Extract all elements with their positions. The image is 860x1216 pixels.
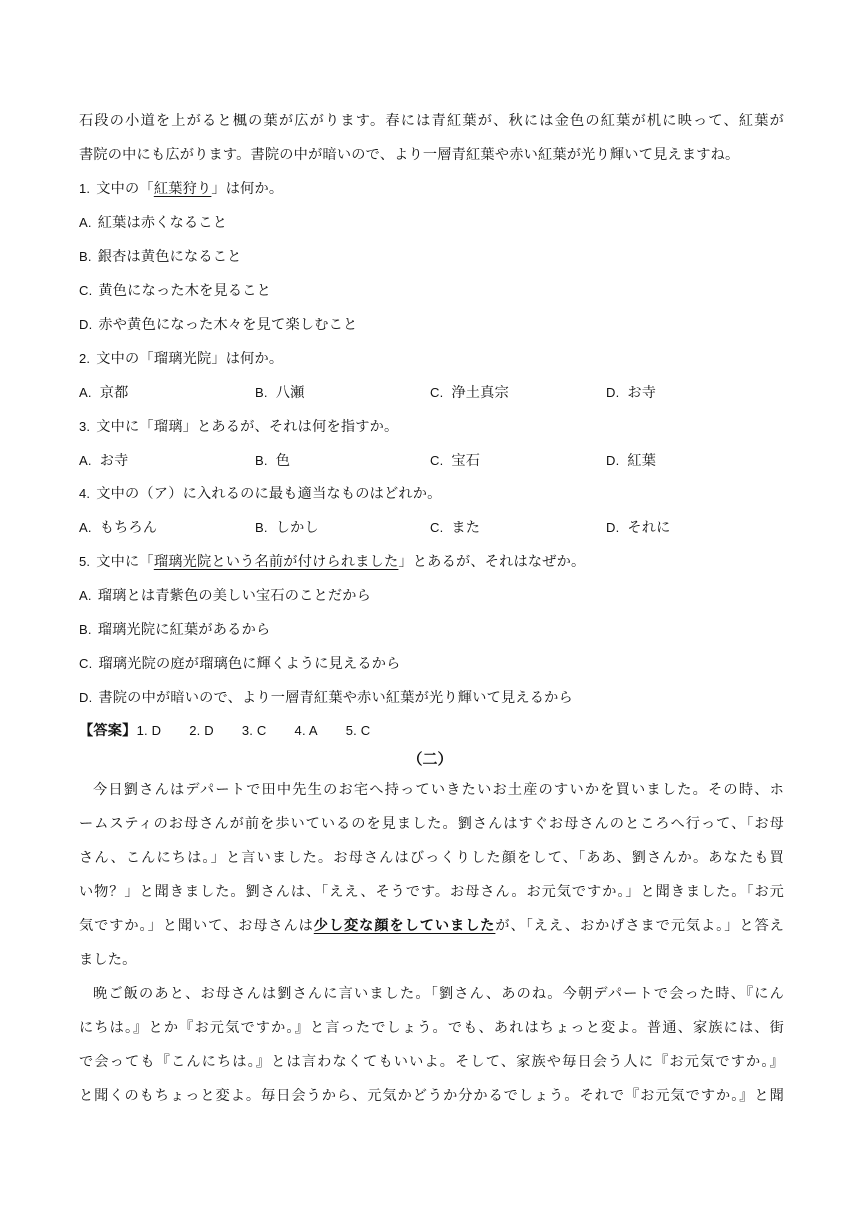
paragraph-line: ました。 [79, 952, 137, 968]
question-3 [79, 418, 784, 436]
answer-item: 3. C [241, 723, 267, 738]
answer-item: 4. A [294, 723, 318, 738]
passage-line: 石段の小道を上がると楓の葉が広がります。春には青紅葉が、秋には金色の紅葉が机に映って、紅葉が [79, 113, 784, 129]
option-a: A. もちろん [79, 520, 158, 536]
passage-line: 書院の中にも広がります。書院の中が暗いので、より一層青紅葉や赤い紅葉が光り輝いて見えますね。 [79, 147, 740, 163]
section-title: （二） [407, 750, 453, 768]
option-text: 黄色になった木を見ること [98, 283, 272, 299]
option-text: 赤や黄色になった木々を見て楽しむこと [98, 317, 358, 333]
option-text: 紅葉は赤くなること [97, 215, 228, 231]
answer-item: 5. C [345, 723, 371, 738]
question-text: 」とあるが、それはなぜか。 [398, 554, 586, 570]
question-text: 文中の「瑠璃光院」は何か。 [96, 351, 284, 367]
option-text: 瑠璃とは青紫色の美しい宝石のことだから [97, 588, 372, 604]
question-4 [79, 485, 784, 503]
paragraph-line: 今日劉さんはデパートで田中先生のお宅へ持っていきたいお土産のすいかを買いました。その時、ホ [93, 782, 784, 798]
option-text: 銀杏は黄色になること [97, 249, 242, 265]
question-number: 2. [79, 351, 91, 366]
option-label: D. [79, 317, 93, 332]
question-text: 文中に「 [96, 554, 154, 570]
option-a: A. 京都 [79, 385, 129, 401]
question-text: 」は何か。 [211, 181, 284, 197]
answer-label: 【答案】 [79, 723, 137, 739]
option-d: D. それに [606, 520, 671, 536]
option-text: 瑠璃光院の庭が瑠璃色に輝くように見えるから [98, 656, 401, 672]
paragraph-line: にちは。』とか『お元気ですか。』と言ったでしょう。でも、あれはちょっと変よ。普通、家族には、街 [79, 1020, 784, 1036]
option-b: B. 色 [255, 453, 291, 469]
option-c: C. 浄土真宗 [430, 385, 509, 401]
option-row [79, 282, 784, 300]
option-label: D. [79, 690, 93, 705]
paragraph-line: と聞くのもちょっと変よ。毎日会うから、元気かどうか分かるでしょう。それで『お元気ですか。』と聞 [79, 1088, 784, 1104]
option-label: A. [79, 588, 92, 603]
option-label: B. [79, 249, 92, 264]
answer-key [79, 722, 784, 740]
question-number: 4. [79, 486, 91, 501]
option-row [79, 655, 784, 673]
option-d: D. 紅葉 [606, 453, 657, 469]
question-5 [79, 553, 784, 571]
underlined-term: 瑠璃光院という名前が付けられました [153, 554, 399, 570]
option-text: 瑠璃光院に紅葉があるから [97, 622, 271, 638]
question-text: 文中に「瑠璃」とあるが、それは何を指すか。 [96, 419, 399, 435]
option-row [79, 214, 784, 232]
option-c: C. また [430, 520, 481, 536]
answer-item: 2. D [189, 723, 214, 738]
paragraph-line: 晩ご飯のあと、お母さんは劉さんに言いました。「劉さん、あのね。今朝デパートで会った時、『にん [93, 986, 784, 1002]
option-text: 書院の中が暗いので、より一層青紅葉や赤い紅葉が光り輝いて見えるから [98, 690, 573, 706]
question-number: 1. [79, 181, 91, 196]
option-b: B. しかし [255, 520, 319, 536]
paragraph-line: で会っても『こんにちは。』とは言わなくてもいいよ。そして、家族や毎日会う人に『お元気ですか。』 [79, 1054, 784, 1070]
paragraph-line: さん、こんにちは。」と言いました。お母さんはびっくりした顔をして、「ああ、劉さんか。あなたも買 [79, 850, 784, 866]
paragraph-line: い物？」と聞きました。劉さんは、「ええ、そうです。お母さん。お元気ですか。」と聞きました。「お元 [79, 884, 784, 900]
question-text: 文中の（ア）に入れるのに最も適当なものはどれか。 [96, 486, 442, 502]
question-number: 3. [79, 419, 91, 434]
option-row [79, 689, 784, 707]
option-label: C. [79, 283, 93, 298]
option-c: C. 宝石 [430, 453, 481, 469]
option-row [79, 316, 784, 334]
option-label: A. [79, 215, 92, 230]
answer-item: 1. D [136, 723, 162, 738]
question-1 [79, 180, 784, 198]
option-row [79, 587, 784, 605]
underlined-phrase: 少し変な顔をしていました [313, 918, 496, 934]
question-text: 文中の「 [96, 181, 154, 197]
option-d: D. お寺 [606, 385, 657, 401]
option-label: B. [79, 622, 92, 637]
option-a: A. お寺 [79, 453, 129, 469]
option-b: B. 八瀬 [255, 385, 305, 401]
paragraph-line: 気ですか。」と聞いて、お母さんは少し変な顔をしていましたが、「ええ、おかげさまで元気よ。」と答え [79, 918, 785, 934]
option-label: C. [79, 656, 93, 671]
question-2 [79, 350, 784, 368]
underlined-term: 紅葉狩り [153, 181, 212, 197]
option-row [79, 248, 784, 266]
question-number: 5. [79, 554, 91, 569]
option-row [79, 621, 784, 639]
paragraph-line: ームスティのお母さんが前を歩いているのを見ました。劉さんはすぐお母さんのところへ行って、「お母 [79, 816, 784, 832]
